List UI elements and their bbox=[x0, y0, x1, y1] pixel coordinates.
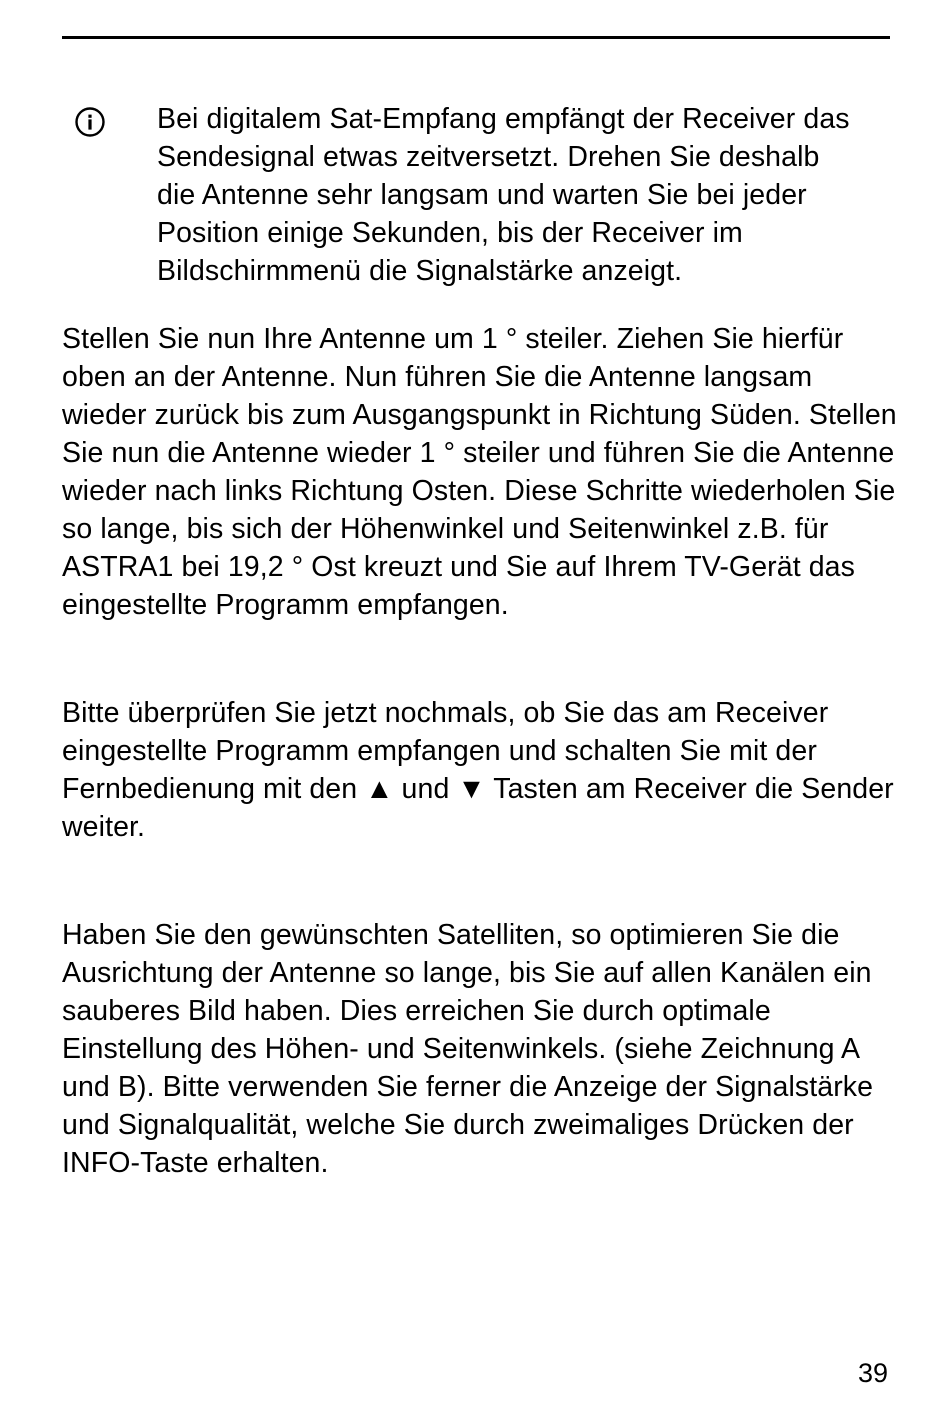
info-note bbox=[62, 100, 900, 290]
paragraph-spacer bbox=[62, 624, 900, 694]
paragraph-spacer-2 bbox=[62, 846, 900, 916]
paragraph-antenna-adjustment: Stellen Sie nun Ihre Antenne um 1 ° steiler. Ziehen Sie hierfür oben an der Antenne. Nun führen Sie die Antenne langsam wieder zurück bis zum Ausgangspunkt in Richtung Süden. Stellen Sie nun die Antenne wieder 1 ° steiler und führen Sie die Antenne wieder nach links Richtung Osten. Diese Schritte wiederholen Sie so lange, bis sich der Höhenwinkel und Seitenwinkel z.B. für ASTRA1 bei 19,2 ° Ost kreuzt und Sie auf Ihrem TV-Gerät das eingestellte Programm empfangen. bbox=[62, 323, 897, 621]
info-note-text: Bei digitalem Sat-Empfang empfängt der Receiver das Sendesignal etwas zeitversetzt. Drehen Sie deshalb die Antenne sehr langsam und warten Sie bei jeder Position einige Sekunden, bis der Receiver im Bildschirmmenü die Signalstärke anzeigt. bbox=[157, 103, 850, 287]
info-icon bbox=[75, 107, 105, 137]
page-number: 39 bbox=[857, 1358, 888, 1388]
paragraph-check-program: Bitte überprüfen Sie jetzt nochmals, ob Sie das am Receiver eingestellte Programm empfangen und schalten Sie mit der Fernbedienung mit den ▲ und ▼ Tasten am Receiver die Sender weiter. bbox=[62, 697, 894, 843]
paragraph-optimize-signal: Haben Sie den gewünschten Satelliten, so optimieren Sie die Ausrichtung der Antenne so lange, bis Sie auf allen Kanälen ein sauberes Bild haben. Dies erreichen Sie durch optimale Einstellung des Höhen- und Seitenwinkels. (siehe Zeichnung A und B). Bitte verwenden Sie ferner die Anzeige der Signalstärke und Signalqualität, welche Sie durch zweimaliges Drücken der INFO-Taste erhalten. bbox=[62, 919, 874, 1179]
page-content bbox=[62, 100, 900, 1182]
header-rule bbox=[62, 36, 890, 39]
